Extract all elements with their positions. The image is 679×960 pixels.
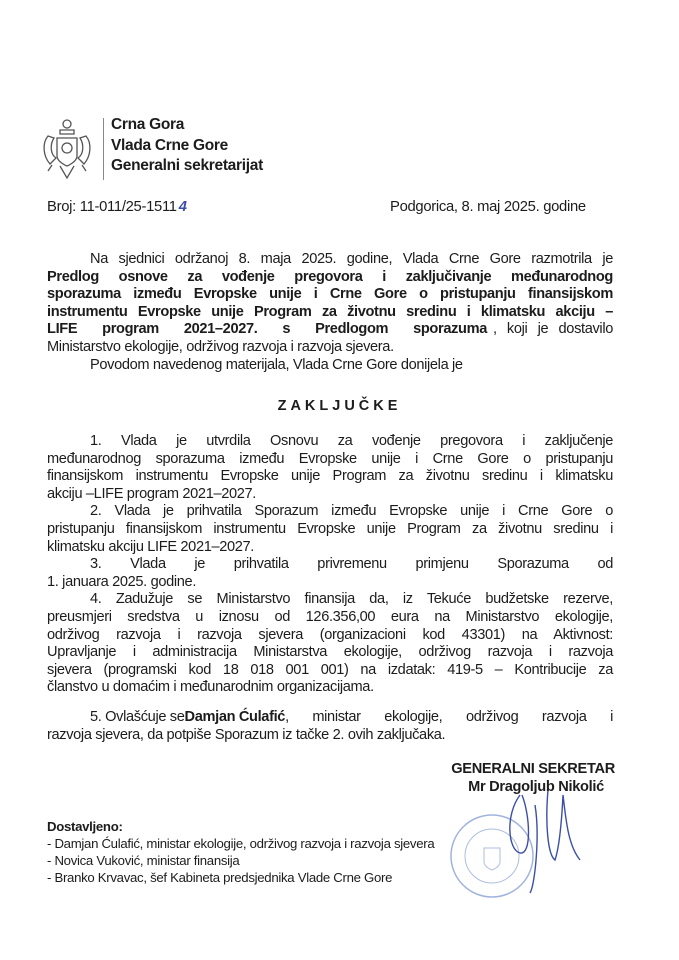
intro-line: Povodom navedenog materijala, Vlada Crne Gore donijela je: [90, 356, 463, 373]
item-line: članstvo u domaćim i međunarodnim organizacijama.: [47, 679, 374, 696]
item-line: razvoja sjevera, da potpiše Sporazum iz tačke 2. ovih zaključaka.: [47, 726, 446, 743]
conclusion-item-3: [47, 556, 613, 591]
signatory-name: Mr Dragoljub Nikolić: [468, 779, 604, 795]
conclusion-item-5: [47, 709, 613, 744]
item-line: akciju –LIFE program 2021–2027.: [47, 485, 257, 502]
conclusion-item-4: [47, 591, 613, 697]
handwritten-suffix: 4: [178, 199, 187, 215]
item-line: sjevera (programski kod 18 018 001 001) na izdatak: 419-5 – Kontribucije za: [47, 661, 613, 678]
item-line: preusmjeri sredstva u iznosu od 126.356,00 eura na Ministarstvo ekologije,: [47, 608, 613, 625]
conclusions-list: [47, 433, 613, 744]
item-line: [47, 709, 613, 727]
intro-line: instrumentu Evropske unije Program za životnu sredinu i klimatsku akciju –: [47, 303, 613, 320]
header-department: Generalni sekretarijat: [111, 157, 263, 174]
conclusions-heading: ZAKLJUČKE: [277, 398, 402, 414]
conclusion-item-1: [47, 433, 613, 503]
reference-number-text: Broj: 11-011/25-1511: [47, 199, 177, 215]
header-government: Vlada Crne Gore: [111, 137, 228, 154]
item-line: 1. Vlada je utvrdila Osnovu za vođenje pregovora i zaključenje: [90, 433, 613, 449]
intro-line: Predlog osnove za vođenje pregovora i zaključivanje međunarodnog: [47, 268, 613, 285]
intro-line: Na sjednici održanoj 8. maja 2025. godine, Vlada Crne Gore razmotrila je: [90, 251, 613, 267]
reference-number: [47, 199, 187, 215]
item-text: , ministar ekologije, održivog razvoja i: [285, 708, 613, 725]
signatory-title: GENERALNI SEKRETAR: [451, 761, 615, 777]
recipient: - Damjan Ćulafić, ministar ekologije, održivog razvoja i razvoja sjevera: [47, 836, 435, 851]
distribution-list: [47, 818, 434, 886]
item-line: 1. januara 2025. godine.: [47, 573, 197, 590]
intro-line: Ministarstvo ekologije, održivog razvoja i razvoja sjevera.: [47, 338, 394, 355]
item-line: pristupanju finansijskom instrumentu Evropske unije Program za životnu sredinu i: [47, 520, 613, 537]
intro-line: [47, 321, 613, 339]
minister-name: Damjan Ćulafić: [184, 708, 286, 725]
item-line: održivog razvoja i razvoja sjevera (organizacioni kod 43301) na Aktivnost:: [47, 626, 613, 643]
coat-of-arms-icon: [40, 118, 94, 180]
intro-paragraph: [47, 251, 613, 374]
recipient: - Branko Krvavac, šef Kabineta predsjednika Vlade Crne Gore: [47, 870, 393, 885]
intro-line: sporazuma između Evropske unije i Crne Gore o pristupanju finansijskom: [47, 286, 613, 303]
place-date: Podgorica, 8. maj 2025. godine: [390, 199, 586, 215]
letterhead-divider: [103, 118, 104, 180]
item-line: 4. Zadužuje se Ministarstvo finansija da, iz Tekuće budžetske rezerve,: [90, 591, 613, 608]
item-line: međunarodnog sporazuma između Evropske unije i Crne Gore o pristupanju: [47, 450, 613, 467]
item-line: Upravljanje i administracija Ministarstva ekologije, održivog razvoja i razvoja: [47, 644, 613, 661]
distribution-label: Dostavljeno:: [47, 819, 123, 834]
item-text: 5. Ovlašćuje se: [90, 708, 185, 725]
intro-line-rest: , koji je dostavilo: [493, 321, 613, 338]
item-line: finansijskom instrumentu Evropske unije Program za životnu sredinu i klimatsku: [47, 468, 613, 485]
item-line: 2. Vlada je prihvatila Sporazum između Evropske unije i Crne Gore o: [90, 503, 613, 520]
item-line: klimatsku akciju LIFE 2021–2027.: [47, 538, 255, 555]
item-line: 3. Vlada je prihvatila privremenu primjenu Sporazuma od: [90, 556, 613, 573]
conclusion-item-2: [47, 503, 613, 556]
recipient: - Novica Vuković, ministar finansija: [47, 853, 240, 868]
header-country: Crna Gora: [111, 116, 185, 133]
proposal-title-end: LIFE program 2021–2027. s Predlogom sporazuma: [47, 321, 487, 338]
